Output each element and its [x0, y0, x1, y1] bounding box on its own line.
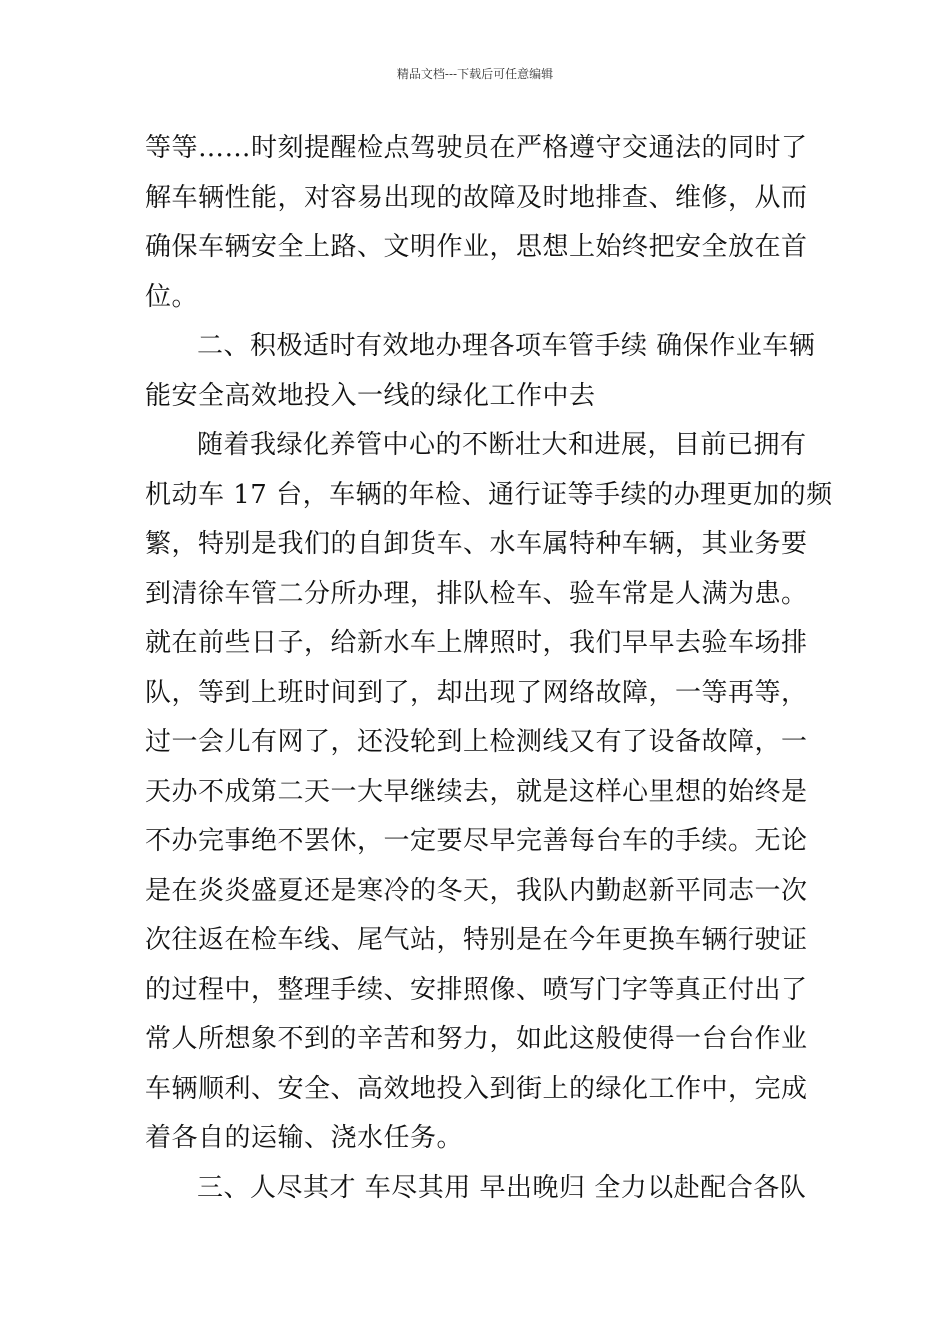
text-line: 就在前些日子，给新水车上牌照时，我们早早去验车场排 [145, 628, 808, 658]
text-line: 解车辆性能，对容易出现的故障及时地排查、维修，从而 [145, 182, 808, 213]
text-line: 繁，特别是我们的自卸货车、水车属特种车辆，其业务要 [145, 529, 808, 559]
text-line: 的过程中，整理手续、安排照像、喷写门字等真正付出了 [145, 974, 808, 1005]
text-line: 随着我绿化养管中心的不断壮大和进展，目前已拥有 [197, 430, 807, 460]
text-line: 到清徐车管二分所办理，排队检车、验车常是人满为患。 [145, 578, 808, 609]
text-line: 车辆顺利、安全、高效地投入到街上的绿化工作中，完成 [145, 1073, 808, 1104]
text-line: 二、积极适时有效地办理各项车管手续 确保作业车辆 [197, 331, 816, 361]
text-line: 三、人尽其才 车尽其用 早出晚归 全力以赴配合各队 [197, 1172, 807, 1203]
text-line: 过一会儿有网了，还没轮到上检测线又有了设备故障，一 [145, 727, 808, 757]
text-line: 次往返在检车线、尾气站，特别是在今年更换车辆行驶证 [145, 925, 808, 955]
text-line: 常人所想象不到的辛苦和努力，如此这般使得一台台作业 [145, 1024, 808, 1054]
text-line: 着各自的运输、浇水任务。 [145, 1123, 464, 1153]
text-line: 位。 [145, 281, 199, 312]
text-line: 机动车 17 台，车辆的年检、通行证等手续的办理更加的频 [145, 479, 833, 510]
text-line: 队，等到上班时间到了，却出现了网络故障，一等再等， [145, 677, 808, 708]
text-line: 确保车辆安全上路、文明作业，思想上始终把安全放在首 [145, 232, 808, 262]
page-header: 精品文档---下载后可任意编辑 [396, 67, 554, 81]
document-body [145, 124, 833, 1213]
text-line: 能安全高效地投入一线的绿化工作中去 [145, 380, 596, 411]
text-line: 是在炎炎盛夏还是寒冷的冬天，我队内勤赵新平同志一次 [145, 875, 808, 906]
text-line: 天办不成第二天一大早继续去，就是这样心里想的始终是 [145, 776, 808, 807]
text-line: 等等……时刻提醒检点驾驶员在严格遵守交通法的同时了 [145, 133, 808, 163]
text-line: 不办完事绝不罢休，一定要尽早完善每台车的手续。无论 [145, 826, 808, 856]
